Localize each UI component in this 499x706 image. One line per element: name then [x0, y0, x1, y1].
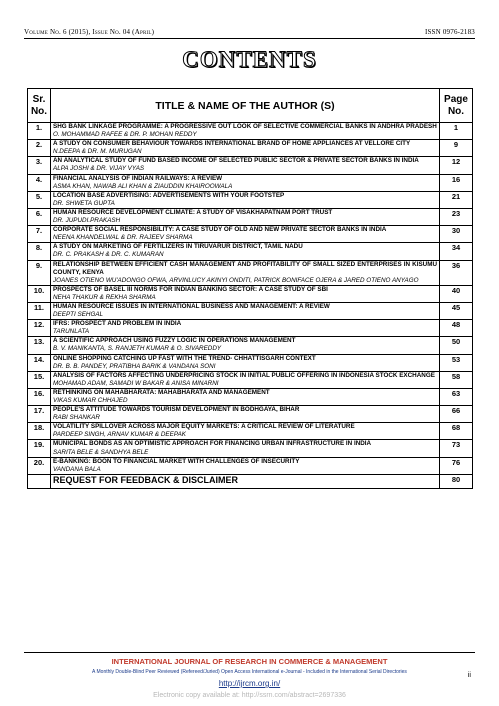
- request-page: 80: [440, 474, 473, 488]
- table-row: [28, 191, 473, 208]
- entry-authors: DEEPTI SEHGAL: [53, 311, 104, 319]
- entry-title-cell: [51, 423, 440, 440]
- table-row: [28, 423, 473, 440]
- table-row: [28, 285, 473, 302]
- table-row: [28, 208, 473, 225]
- entry-title-cell: [51, 191, 440, 208]
- entry-page-no: 40: [440, 285, 473, 302]
- entry-title[interactable]: ONLINE SHOPPING CATCHING UP FAST WITH THE TREND- CHHATTISGARH CONTEXT: [53, 354, 316, 362]
- entry-sr-no: 18.: [28, 423, 51, 440]
- entry-title[interactable]: VOLATILITY SPILLOVER ACROSS MAJOR EQUITY MARKETS: A CRITICAL REVIEW OF LITERATURE: [53, 423, 355, 431]
- electronic-copy-note: Electronic copy available at: http://ssrn.com/abstract=2697336: [153, 692, 346, 699]
- entry-sr-no: 2.: [28, 140, 51, 157]
- col-header-sr: Sr. No.: [28, 89, 51, 123]
- table-row: [28, 123, 473, 140]
- entry-title-cell: [51, 174, 440, 191]
- entry-title-cell: [51, 302, 440, 319]
- entry-sr-no: 15.: [28, 371, 51, 388]
- entry-title-cell: [51, 440, 440, 457]
- entry-sr-no: 6.: [28, 208, 51, 225]
- journal-url-link[interactable]: http://ijrcm.org.in/: [218, 679, 281, 688]
- entry-page-no: 12: [440, 157, 473, 174]
- entry-authors: VANDANA BALA: [53, 465, 101, 473]
- entry-title-cell: [51, 208, 440, 225]
- contents-table: [27, 88, 473, 489]
- entry-page-no: 23: [440, 208, 473, 225]
- entry-authors: ASMA KHAN, NAWAB ALI KHAN & ZIAUDDIN KHAIROOWALA: [53, 182, 233, 190]
- entry-page-no: 48: [440, 320, 473, 337]
- entry-authors: SARITA BELE & SANDHYA BELE: [53, 448, 149, 456]
- entry-authors: O. MOHAMMAD RAFEE & DR. P. MOHAN REDDY: [53, 131, 197, 139]
- entry-authors: DR. B. B. PANDEY, PRATIBHA BARIK & VANDANA SONI: [53, 362, 216, 370]
- entry-title[interactable]: A SCIENTIFIC APPROACH USING FUZZY LOGIC IN OPERATIONS MANAGEMENT: [53, 337, 296, 345]
- entry-sr-no: 14.: [28, 354, 51, 371]
- entry-sr-no: 12.: [28, 320, 51, 337]
- entry-title-cell: [51, 337, 440, 354]
- table-row: [28, 140, 473, 157]
- entry-title[interactable]: MUNICIPAL BONDS AS AN OPTIMISTIC APPROACH FOR FINANCING URBAN INFRASTRUCTURE IN INDIA: [53, 440, 372, 448]
- entry-sr-no: 1.: [28, 123, 51, 140]
- entry-title-cell: [51, 320, 440, 337]
- table-row: [28, 174, 473, 191]
- col-header-page: Page No.: [440, 89, 473, 123]
- table-row: [28, 457, 473, 474]
- table-row: [28, 320, 473, 337]
- entry-authors: TARUNLATA: [53, 328, 90, 336]
- entry-title-cell: [51, 157, 440, 174]
- entry-page-no: 21: [440, 191, 473, 208]
- entry-page-no: 36: [440, 260, 473, 285]
- entry-authors: NEENA KHANDELWAL & DR. RAJEEV SHARMA: [53, 234, 193, 242]
- entry-page-no: 16: [440, 174, 473, 191]
- entry-authors: B. V. MANIKANTA, S. RANJETH KUMAR & O. SIVAREDDY: [53, 345, 222, 353]
- entry-sr-no: 4.: [28, 174, 51, 191]
- entry-authors: JOANES OTIENO WU'ADONGO OFWA, ARVINLUCY AKINYI ONDITI, PATRICK BONIFACE OJERA & JARED OTIENO ANYAGO: [53, 276, 419, 284]
- volume-issue: Volume No. 6 (2015), Issue No. 04 (April): [24, 28, 155, 36]
- entry-page-no: 1: [440, 123, 473, 140]
- entry-authors: ALPA JOSHI & DR. VIJAY VYAS: [53, 165, 145, 173]
- entry-title-cell: [51, 371, 440, 388]
- entry-sr-no: 13.: [28, 337, 51, 354]
- table-row: [28, 406, 473, 423]
- entry-page-no: 30: [440, 226, 473, 243]
- entry-authors: PARDEEP SINGH, ARNAV KUMAR & DEEPAK: [53, 431, 186, 439]
- entry-title[interactable]: IFRS: PROSPECT AND PROBLEM IN INDIA: [53, 320, 182, 328]
- entry-title[interactable]: A STUDY ON MARKETING OF FERTILIZERS IN TIRUVARUR DISTRICT, TAMIL NADU: [53, 243, 303, 251]
- entry-title-cell: [51, 123, 440, 140]
- page-number: ii: [467, 672, 471, 679]
- entry-title[interactable]: A STUDY ON CONSUMER BEHAVIOUR TOWARDS INTERNATIONAL BRAND OF HOME APPLIANCES AT VELLORE CITY: [53, 140, 411, 148]
- entry-authors: N.DEEPA & DR. M. MURUGAN: [53, 148, 142, 156]
- table-row: [28, 388, 473, 405]
- entry-authors: VIKAS KUMAR CHHAJED: [53, 397, 128, 404]
- entry-title[interactable]: SHG BANK LINKAGE PROGRAMME: A PROGRESSIVE OUT LOOK OF SELECTIVE COMMERCIAL BANKS IN ANDHRA PRADESH: [53, 123, 437, 130]
- entry-sr-no: 3.: [28, 157, 51, 174]
- entry-page-no: 34: [440, 243, 473, 260]
- entry-title-cell: [51, 285, 440, 302]
- entry-authors: DR. JUPUDI.PRAKASH: [53, 217, 121, 225]
- entry-authors: DR. C. PRAKASH & DR. C. KUMARAN: [53, 251, 164, 259]
- entry-title-cell: [51, 354, 440, 371]
- entry-sr-no: 16.: [28, 388, 51, 405]
- footer-divider: [24, 652, 475, 653]
- entry-title[interactable]: HUMAN RESOURCE DEVELOPMENT CLIMATE: A STUDY OF VISAKHAPATNAM PORT TRUST: [53, 208, 333, 216]
- entry-title[interactable]: E-BANKING: BOON TO FINANCIAL MARKET WITH CHALLENGES OF INSECURITY: [53, 457, 300, 465]
- entry-title[interactable]: ANALYSIS OF FACTORS AFFECTING UNDERPRICING STOCK IN INITIAL PUBLIC OFFERING IN INDONESIA STOCK EXCHANGE: [53, 371, 435, 379]
- entry-page-no: 63: [440, 388, 473, 405]
- entry-title[interactable]: FINANCIAL ANALYSIS OF INDIAN RAILWAYS: A REVIEW: [53, 174, 223, 182]
- table-row: [28, 354, 473, 371]
- entry-sr-no: 7.: [28, 226, 51, 243]
- entry-title-cell: [51, 243, 440, 260]
- col-header-title: TITLE & NAME OF THE AUTHOR (S): [51, 89, 440, 123]
- table-row: [28, 302, 473, 319]
- journal-tagline: A Monthly Double-Blind Peer Reviewed (Refereed/Juried) Open Access International e-Journal - Included in the International Serial Directories: [92, 669, 407, 675]
- table-row: [28, 260, 473, 285]
- entry-title[interactable]: HUMAN RESOURCE ISSUES IN INTERNATIONAL BUSINESS AND MANAGEMENT: A REVIEW: [53, 302, 330, 310]
- request-sr: [28, 474, 51, 488]
- entry-page-no: 9: [440, 140, 473, 157]
- entry-authors: NEHA THAKUR & REKHA SHARMA: [53, 293, 156, 301]
- entry-sr-no: 11.: [28, 302, 51, 319]
- request-row: [28, 474, 473, 488]
- entry-title-cell: [51, 260, 440, 285]
- entry-page-no: 53: [440, 354, 473, 371]
- entry-title[interactable]: AN ANALYTICAL STUDY OF FUND BASED INCOME OF SELECTED PUBLIC SECTOR & PRIVATE SECTOR BANKS IN INDIA: [53, 157, 419, 165]
- table-row: [28, 337, 473, 354]
- entry-sr-no: 20.: [28, 457, 51, 474]
- entry-title[interactable]: RETHINKING ON MAHABHARATA: MAHABHARATA AND MANAGEMENT: [53, 388, 270, 396]
- table-row: [28, 243, 473, 260]
- entry-title-cell: [51, 406, 440, 423]
- entry-page-no: 45: [440, 302, 473, 319]
- entry-page-no: 73: [440, 440, 473, 457]
- entry-page-no: 76: [440, 457, 473, 474]
- entry-sr-no: 5.: [28, 191, 51, 208]
- entry-page-no: 66: [440, 406, 473, 423]
- issn: ISSN 0976-2183: [424, 28, 475, 36]
- entry-title[interactable]: PEOPLE'S ATTITUDE TOWARDS TOURISM DEVELOPMENT IN BODHGAYA, BIHAR: [53, 406, 300, 414]
- table-row: [28, 371, 473, 388]
- running-header: [24, 28, 475, 39]
- entry-sr-no: 10.: [28, 285, 51, 302]
- entry-sr-no: 19.: [28, 440, 51, 457]
- table-row: [28, 157, 473, 174]
- entry-title-cell: [51, 140, 440, 157]
- entry-sr-no: 8.: [28, 243, 51, 260]
- entry-page-no: 50: [440, 337, 473, 354]
- entry-title[interactable]: LOCATION BASE ADVERTISING: ADVERTISEMENTS WITH YOUR FOOTSTEP: [53, 191, 285, 199]
- contents-body: [28, 123, 473, 475]
- entry-title[interactable]: PROSPECTS OF BASEL III NORMS FOR INDIAN BANKING SECTOR: A CASE STUDY OF SBI: [53, 285, 328, 293]
- entry-title[interactable]: CORPORATE SOCIAL RESPONSIBILITY: A CASE STUDY OF OLD AND NEW PRIVATE SECTOR BANKS IN INDIA: [53, 226, 387, 234]
- table-row: [28, 226, 473, 243]
- entry-title-cell: [51, 226, 440, 243]
- entry-page-no: 68: [440, 423, 473, 440]
- table-header-row: [28, 89, 473, 123]
- table-row: [28, 440, 473, 457]
- entry-sr-no: 9.: [28, 260, 51, 285]
- request-label[interactable]: REQUEST FOR FEEDBACK & DISCLAIMER: [51, 474, 440, 488]
- entry-sr-no: 17.: [28, 406, 51, 423]
- entry-authors: DR. SHWETA GUPTA: [53, 199, 115, 207]
- entry-title-cell: [51, 457, 440, 474]
- page-title: CONTENTS: [182, 47, 317, 72]
- journal-name: INTERNATIONAL JOURNAL OF RESEARCH IN COMMERCE & MANAGEMENT: [111, 657, 388, 666]
- entry-title[interactable]: RELATIONSHIP BETWEEN EFFICIENT CASH MANAGEMENT AND PROFITABILITY OF SMALL SIZED ENTERPRISES IN KISUMU COUNTY, KENYA: [53, 260, 437, 276]
- entry-authors: RABI SHANKAR: [53, 414, 100, 422]
- entry-page-no: 58: [440, 371, 473, 388]
- entry-authors: MOHAMAD ADAM, SAMADI W BAKAR & ANISA MINARNI: [53, 379, 219, 387]
- entry-title-cell: [51, 388, 440, 405]
